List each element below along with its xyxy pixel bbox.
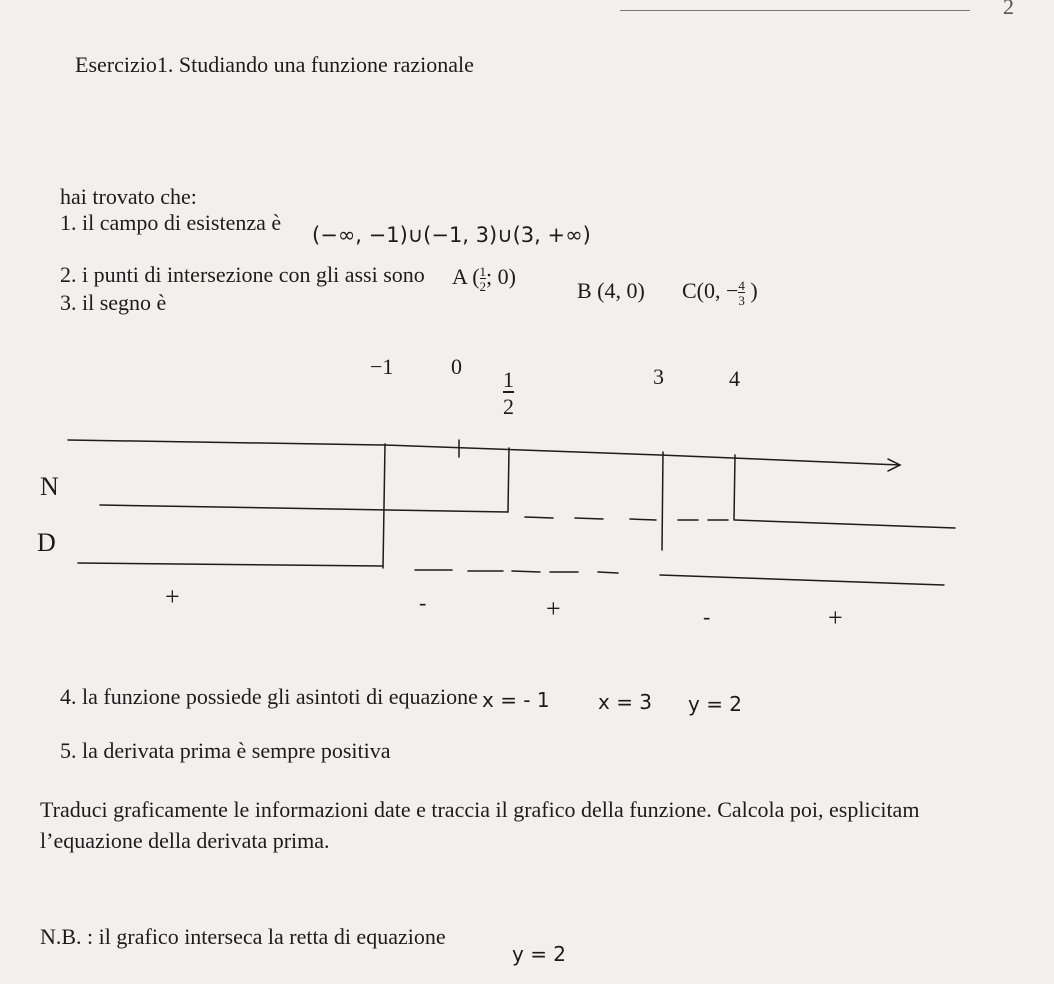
tick-label-3: 3 (653, 364, 664, 389)
point-c-open: C(0, − (682, 278, 739, 303)
divider-minus-1 (383, 444, 385, 568)
tick-label-minus-1: −1 (370, 354, 394, 379)
divider-4 (734, 455, 735, 520)
nb-equation: y = 2 (512, 942, 567, 966)
sign-label: 3. il segno è (60, 290, 167, 315)
sign-interval-2: - (419, 590, 427, 615)
asymptote-2: x = 3 (598, 690, 653, 714)
point-a-open: ( (472, 264, 480, 289)
sign-interval-4: - (703, 604, 711, 629)
point-b: B (4, 0) (577, 278, 645, 303)
denominator-dash-3 (512, 571, 540, 572)
denominator-positive-line-right (660, 575, 944, 585)
tick-half-num: 1 (503, 367, 514, 392)
numerator-positive-line (100, 505, 508, 512)
chart-top-line (68, 440, 385, 445)
asymptote-1: x = - 1 (482, 688, 550, 712)
denominator-positive-line (78, 563, 382, 566)
derivative-note: 5. la derivata prima è sempre positiva (60, 738, 391, 763)
instructions-line-1: Traduci graficamente le informazioni date e traccia il grafico della funzione. Calcola poi, esplicitam (40, 797, 920, 822)
point-a-den: 2 (479, 278, 487, 294)
point-c-den: 3 (738, 292, 745, 308)
tick-label-4: 4 (729, 366, 740, 391)
row-label-numerator: N (40, 472, 59, 501)
numerator-dash-2 (575, 518, 603, 519)
asymptotes-label: 4. la funzione possiede gli asintoti di equazione (60, 684, 478, 709)
numerator-dash-1 (525, 517, 553, 518)
intro-text: hai trovato che: (60, 184, 197, 209)
numerator-dash-3 (630, 519, 656, 520)
point-a-name: A (452, 264, 467, 289)
denominator-dash-5 (598, 572, 618, 573)
chart-axis-arrow (385, 445, 900, 465)
domain-label: 1. il campo di esistenza è (60, 210, 282, 235)
domain-value: (−∞, −1)∪(−1, 3)∪(3, +∞) (312, 223, 591, 247)
divider-3 (662, 452, 663, 550)
exercise-title: Esercizio1. Studiando una funzione razionale (75, 52, 474, 77)
numerator-positive-line-right (735, 520, 955, 528)
nb-label: N.B. : il grafico interseca la retta di equazione (40, 924, 446, 949)
row-label-denominator: D (37, 528, 56, 557)
point-a-close: ; 0) (486, 264, 516, 289)
page-number: 2 (1003, 0, 1014, 19)
tick-label-0: 0 (451, 354, 462, 379)
divider-one-half (508, 448, 509, 512)
point-c-num: 4 (738, 277, 745, 293)
intersections-label: 2. i punti di intersezione con gli assi sono (60, 262, 425, 287)
asymptote-3: y = 2 (688, 692, 743, 716)
sign-interval-1: + (165, 582, 180, 611)
instructions-line-2: l’equazione della derivata prima. (40, 828, 330, 853)
tick-half-den: 2 (503, 391, 514, 418)
sign-interval-5: + (828, 603, 843, 632)
point-c-close: ) (744, 278, 758, 303)
point-a-num: 1 (479, 263, 487, 279)
sign-interval-3: + (546, 594, 561, 623)
